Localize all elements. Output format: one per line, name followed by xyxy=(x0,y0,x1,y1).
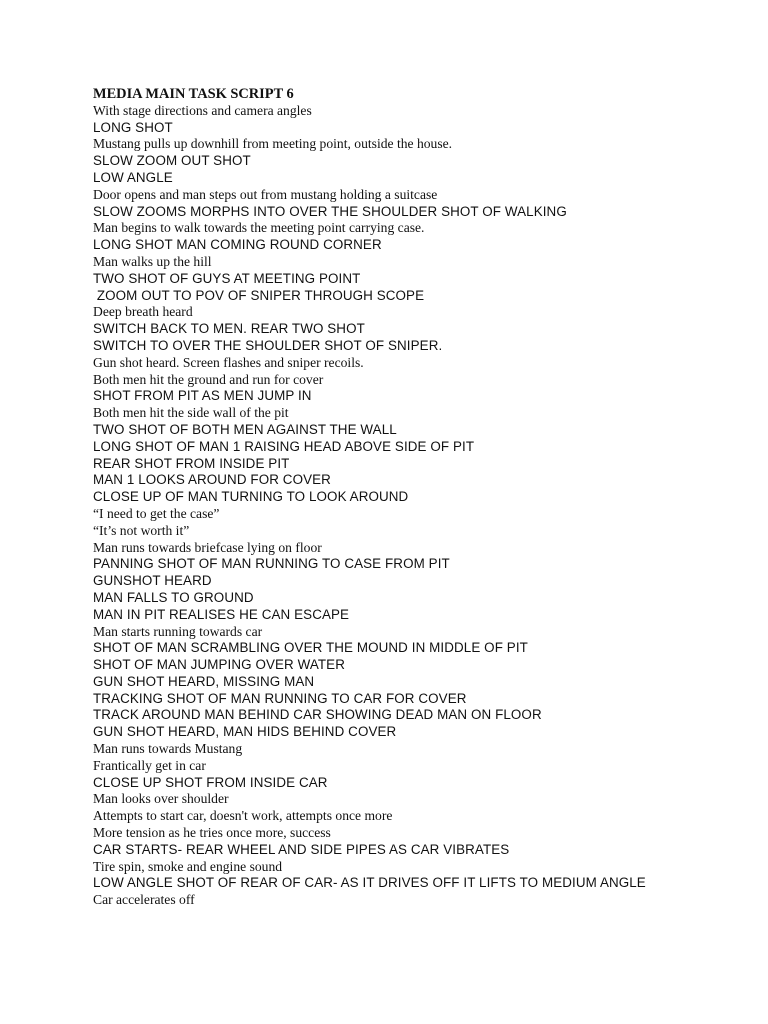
shot-direction-line: PANNING SHOT OF MAN RUNNING TO CASE FROM PIT xyxy=(93,556,450,572)
action-line: Both men hit the side wall of the pit xyxy=(93,405,289,421)
script-page xyxy=(93,86,733,909)
action-line: Man runs towards briefcase lying on floor xyxy=(93,539,322,555)
action-line: Both men hit the ground and run for cover xyxy=(93,371,324,387)
shot-direction-line: TWO SHOT OF GUYS AT MEETING POINT xyxy=(93,270,361,286)
action-line: Deep breath heard xyxy=(93,304,193,320)
action-line: Man begins to walk towards the meeting point carrying case. xyxy=(93,220,425,236)
shot-direction-line: TRACK AROUND MAN BEHIND CAR SHOWING DEAD MAN ON FLOOR xyxy=(93,707,542,723)
action-line: Man runs towards Mustang xyxy=(93,741,243,757)
action-line: With stage directions and camera angles xyxy=(93,102,312,118)
shot-direction-line: REAR SHOT FROM INSIDE PIT xyxy=(93,455,290,471)
action-line: Door opens and man steps out from mustang holding a suitcase xyxy=(93,186,438,202)
shot-direction-line: GUNSHOT HEARD xyxy=(93,573,212,589)
shot-direction-line: TWO SHOT OF BOTH MEN AGAINST THE WALL xyxy=(93,421,397,437)
shot-direction-line: LONG SHOT xyxy=(93,119,173,135)
shot-direction-line: CAR STARTS- REAR WHEEL AND SIDE PIPES AS CAR VIBRATES xyxy=(93,841,510,857)
action-line: “It’s not worth it” xyxy=(93,522,190,538)
action-line: Frantically get in car xyxy=(93,757,206,773)
shot-direction-line: ZOOM OUT TO POV OF SNIPER THROUGH SCOPE xyxy=(93,287,425,303)
shot-direction-line: GUN SHOT HEARD, MISSING MAN xyxy=(93,673,315,689)
shot-direction-line: LONG SHOT OF MAN 1 RAISING HEAD ABOVE SIDE OF PIT xyxy=(93,438,475,454)
document-title: MEDIA MAIN TASK SCRIPT 6 xyxy=(93,86,294,102)
shot-direction-line: SWITCH BACK TO MEN. REAR TWO SHOT xyxy=(93,321,365,337)
shot-direction-line: TRACKING SHOT OF MAN RUNNING TO CAR FOR COVER xyxy=(93,690,467,706)
shot-direction-line: LOW ANGLE SHOT OF REAR OF CAR- AS IT DRIVES OFF IT LIFTS TO MEDIUM ANGLE xyxy=(93,875,646,891)
action-line: Man walks up the hill xyxy=(93,253,212,269)
action-line: Tire spin, smoke and engine sound xyxy=(93,858,283,874)
action-line: Mustang pulls up downhill from meeting point, outside the house. xyxy=(93,136,453,152)
shot-direction-line: SWITCH TO OVER THE SHOULDER SHOT OF SNIPER. xyxy=(93,337,443,353)
shot-direction-line: MAN FALLS TO GROUND xyxy=(93,589,254,605)
shot-direction-line: SLOW ZOOM OUT SHOT xyxy=(93,153,251,169)
shot-direction-line: CLOSE UP SHOT FROM INSIDE CAR xyxy=(93,774,328,790)
shot-direction-line: SHOT FROM PIT AS MEN JUMP IN xyxy=(93,388,312,404)
shot-direction-line: MAN 1 LOOKS AROUND FOR COVER xyxy=(93,472,331,488)
shot-direction-line: LONG SHOT MAN COMING ROUND CORNER xyxy=(93,237,382,253)
shot-direction-line: SHOT OF MAN JUMPING OVER WATER xyxy=(93,657,345,673)
script-body xyxy=(93,103,733,909)
shot-direction-line: GUN SHOT HEARD, MAN HIDS BEHIND COVER xyxy=(93,724,397,740)
shot-direction-line: SHOT OF MAN SCRAMBLING OVER THE MOUND IN MIDDLE OF PIT xyxy=(93,640,528,656)
shot-direction-line: MAN IN PIT REALISES HE CAN ESCAPE xyxy=(93,606,350,622)
action-line: More tension as he tries once more, success xyxy=(93,825,331,841)
action-line: “I need to get the case” xyxy=(93,505,220,521)
action-line: Attempts to start car, doesn't work, attempts once more xyxy=(93,808,393,824)
shot-direction-line: SLOW ZOOMS MORPHS INTO OVER THE SHOULDER SHOT OF WALKING xyxy=(93,203,567,219)
shot-direction-line: LOW ANGLE xyxy=(93,169,173,185)
action-line: Car accelerates off xyxy=(93,892,195,908)
action-line: Gun shot heard. Screen flashes and sniper recoils. xyxy=(93,354,364,370)
shot-direction-line: CLOSE UP OF MAN TURNING TO LOOK AROUND xyxy=(93,489,409,505)
action-line: Man starts running towards car xyxy=(93,623,263,639)
action-line: Man looks over shoulder xyxy=(93,791,229,807)
